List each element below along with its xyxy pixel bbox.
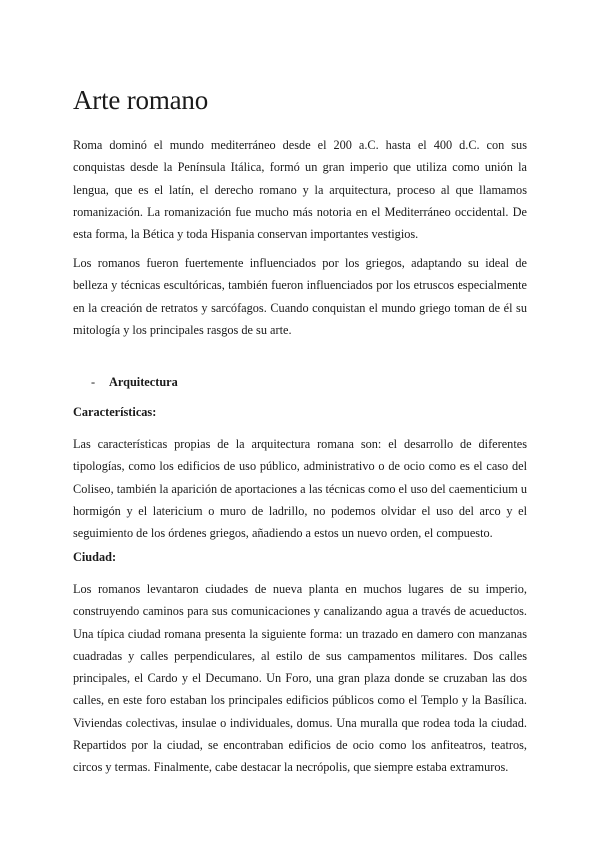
intro-paragraph-1: Roma dominó el mundo mediterráneo desde el 200 a.C. hasta el 400 d.C. con sus conquistas desde la Península Itálica, formó un gran imperio que utiliza como unión la lengua, que es el latín, el derecho romano y la arquitectura, proceso al que llamamos romanización. La romanización fue mucho más notoria en el Mediterráneo occidental. De esta forma, la Bética y toda Hispania conservan importantes vestigios. [73,138,527,242]
ciudad-heading: Ciudad: [73,550,117,564]
caracteristicas-paragraph: Las características propias de la arquitectura romana son: el desarrollo de diferentes tipologías, como los edificios de uso público, administrativo o de ocio como es el caso del Coliseo, también la aparición de aportaciones a las técnicas como el uso del caementicium u hormigón y el latericium o muro de ladrillo, no podemos olvidar el uso del arco y el seguimiento de los órdenes griegos, añadiendo a estos un nuevo orden, el compuesto. [73,437,527,541]
page-title: Arte romano [73,85,209,115]
caracteristicas-heading: Características: [73,405,157,419]
ciudad-paragraph: Los romanos levantaron ciudades de nueva planta en muchos lugares de su imperio, construyendo caminos para sus comunicaciones y canalizando agua a través de acueductos. Una típica ciudad romana presenta la siguiente forma: un trazado en damero con manzanas cuadradas y calles perpendiculares, al estilo de sus campamentos militares. Dos calles principales, el Cardo y el Decumano. Un Foro, una gran plaza donde se cruzaban las dos calles, en este foro estaban los principales edificios públicos como el Templo y la Basílica. Viviendas colectivas, insulae o individuales, domus. Una muralla que rodea toda la ciudad. Repartidos por la ciudad, se encontraban edificios de ocio como los anfiteatros, teatros, circos y termas. Finalmente, cabe destacar la necrópolis, que siempre estaba extramuros. [73,582,527,775]
section-bullet-arquitectura [91,375,178,390]
intro-paragraph-2: Los romanos fueron fuertemente influenciados por los griegos, adaptando su ideal de belleza y técnicas escultóricas, también fueron influenciados por los etruscos especialmente en la creación de retratos y sarcófagos. Cuando conquistan el mundo griego toman de él su mitología y los principales rasgos de su arte. [73,256,527,337]
section-label: Arquitectura [109,375,178,389]
bullet-dash: - [91,375,96,389]
